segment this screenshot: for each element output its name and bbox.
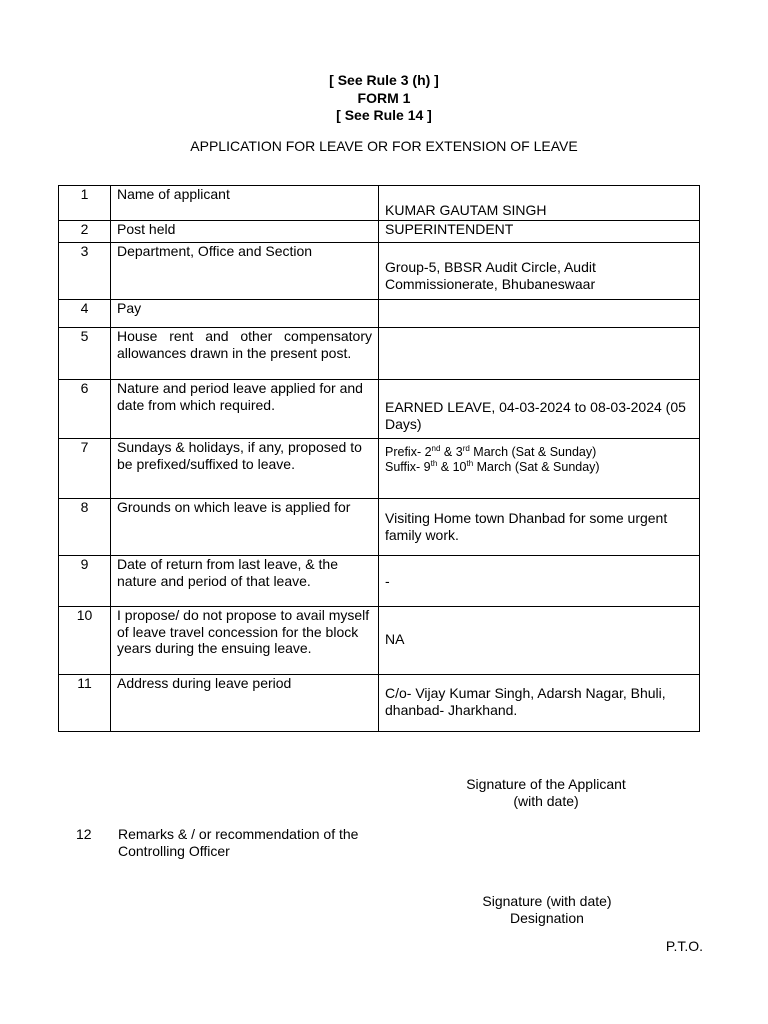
last-leave-value: - <box>385 573 390 589</box>
prefix-text-a: Prefix- 2 <box>385 445 432 459</box>
table-row <box>59 328 700 380</box>
row-number: 8 <box>59 499 111 556</box>
applicant-signature <box>436 776 656 810</box>
row-value <box>379 221 700 243</box>
row-label: Date of return from last leave, & the nature and period of that leave. <box>111 556 379 607</box>
row-label: Grounds on which leave is applied for <box>111 499 379 556</box>
remarks-number: 12 <box>76 826 92 842</box>
row-number: 2 <box>59 221 111 243</box>
table-row <box>59 439 700 499</box>
row-value <box>379 380 700 439</box>
table-row <box>59 221 700 243</box>
row-value <box>379 607 700 675</box>
row-value <box>379 186 700 221</box>
row-value <box>379 556 700 607</box>
officer-designation-label: Designation <box>510 910 584 926</box>
suffix-sup-a: th <box>430 458 438 468</box>
form-number: FORM 1 <box>357 90 411 106</box>
row-number: 7 <box>59 439 111 499</box>
suffix-text-a: Suffix- 9 <box>385 460 431 474</box>
row-number: 3 <box>59 243 111 300</box>
row-value <box>379 439 700 499</box>
rule-reference-top: [ See Rule 3 (h) ] <box>329 72 439 88</box>
row-label: Name of applicant <box>111 186 379 221</box>
row-number: 9 <box>59 556 111 607</box>
row-value <box>379 328 700 380</box>
row-label: I propose/ do not propose to avail myself of leave travel concession for the block years during the ensuing leave. <box>111 607 379 675</box>
officer-signature-label: Signature (with date) <box>482 893 612 909</box>
pto-note: P.T.O. <box>665 938 703 954</box>
table-row <box>59 380 700 439</box>
prefix-line <box>385 439 693 460</box>
suffix-text-b: & 10 <box>437 460 467 474</box>
table-row <box>59 300 700 328</box>
row-value <box>379 675 700 732</box>
table-row <box>59 499 700 556</box>
rule-reference-bottom: [ See Rule 14 ] <box>336 107 432 123</box>
leave-application-table <box>58 185 700 732</box>
officer-signature <box>437 893 657 927</box>
department-value: Group-5, BBSR Audit Circle, Audit Commissionerate, Bhubaneswaar <box>385 259 596 292</box>
row-value <box>379 499 700 556</box>
row-label: House rent and other compensatory allowances drawn in the present post. <box>111 328 379 380</box>
table-row <box>59 556 700 607</box>
prefix-sup-b: rd <box>462 443 470 453</box>
row-number: 1 <box>59 186 111 221</box>
table-row <box>59 186 700 221</box>
table-row <box>59 607 700 675</box>
prefix-text-b: & 3 <box>440 445 463 459</box>
row-label: Pay <box>111 300 379 328</box>
row-number: 4 <box>59 300 111 328</box>
row-number: 5 <box>59 328 111 380</box>
suffix-line <box>385 460 693 475</box>
row-label: Post held <box>111 221 379 243</box>
row-value <box>379 300 700 328</box>
form-title: APPLICATION FOR LEAVE OR FOR EXTENSION OF LEAVE <box>190 138 578 154</box>
row-value <box>379 243 700 300</box>
row-number: 11 <box>59 675 111 732</box>
applicant-signature-date: (with date) <box>513 793 579 809</box>
row-label: Nature and period leave applied for and date from which required. <box>111 380 379 439</box>
applicant-name-value: KUMAR GAUTAM SINGH <box>385 202 547 218</box>
grounds-value: Visiting Home town Dhanbad for some urgent family work. <box>385 510 668 543</box>
ltc-value: NA <box>385 631 405 647</box>
prefix-sup-a: nd <box>431 443 441 453</box>
table-row <box>59 243 700 300</box>
address-value: C/o- Vijay Kumar Singh, Adarsh Nagar, Bhuli, dhanbad- Jharkhand. <box>385 685 666 718</box>
suffix-sup-b: th <box>466 458 474 468</box>
row-label: Address during leave period <box>111 675 379 732</box>
leave-period-value: EARNED LEAVE, 04-03-2024 to 08-03-2024 (05 Days) <box>385 399 686 432</box>
prefix-text-c: March (Sat & Sunday) <box>469 445 597 459</box>
row-label: Department, Office and Section <box>111 243 379 300</box>
remarks-label: Remarks & / or recommendation of the Controlling Officer <box>118 826 359 859</box>
table-row <box>59 675 700 732</box>
applicant-signature-label: Signature of the Applicant <box>466 776 626 792</box>
row-number: 6 <box>59 380 111 439</box>
suffix-text-c: March (Sat & Sunday) <box>473 460 600 474</box>
row-number: 10 <box>59 607 111 675</box>
row-label: Sundays & holidays, if any, proposed to be prefixed/suffixed to leave. <box>111 439 379 499</box>
post-held-value: SUPERINTENDENT <box>385 221 514 237</box>
